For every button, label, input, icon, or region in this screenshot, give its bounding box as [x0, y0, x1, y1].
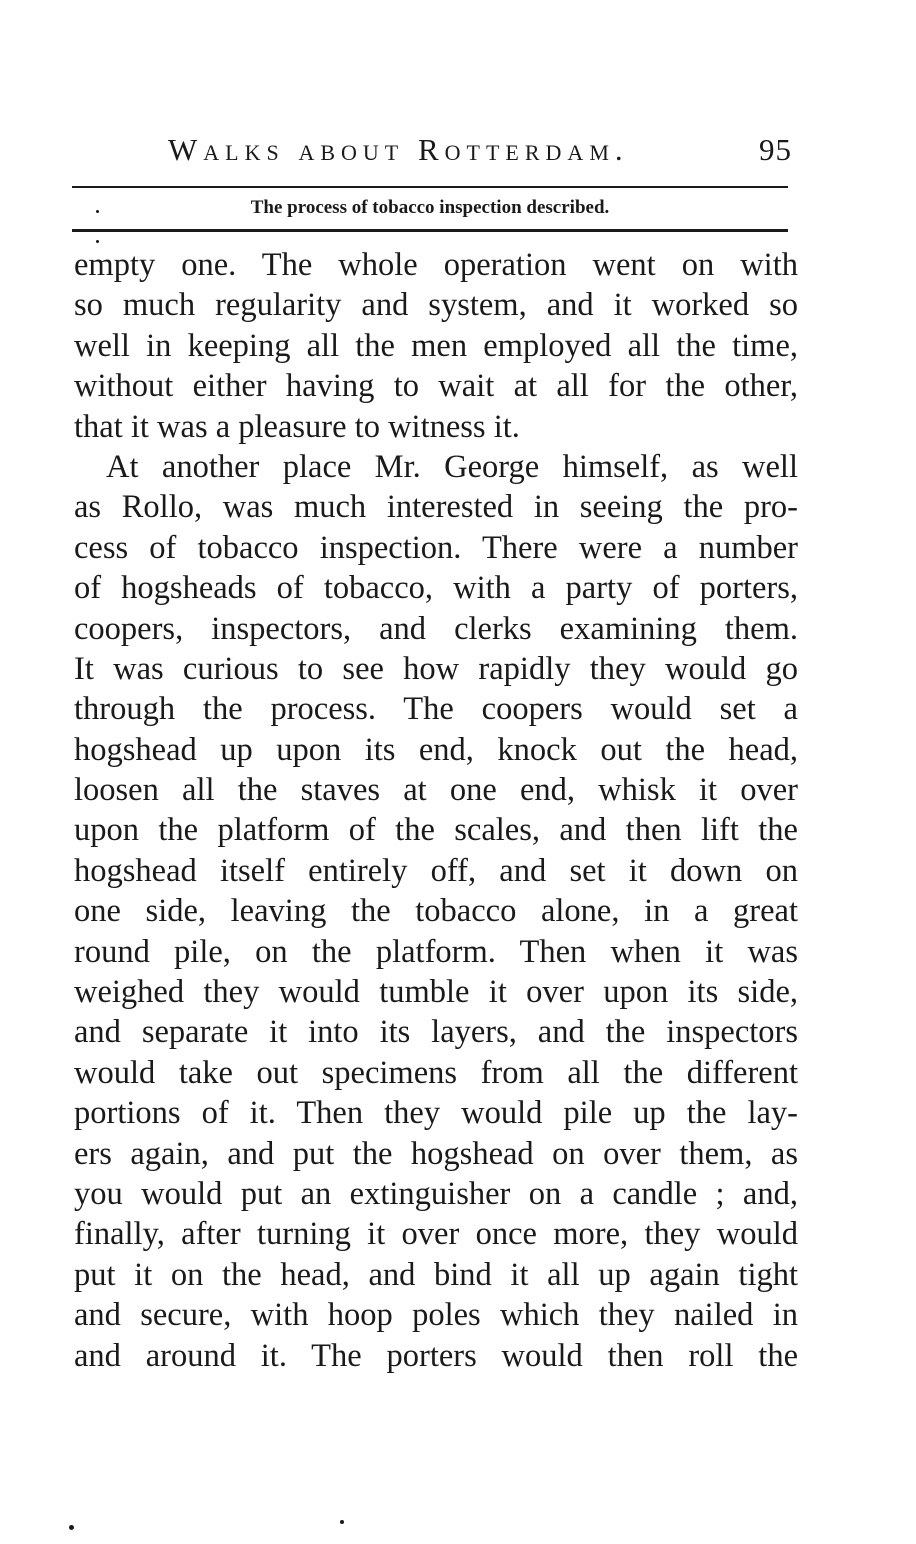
text-line: hogshead itself entirely off, and set it down on — [74, 852, 798, 889]
text-line: ers again, and put the hogshead on over them, as — [74, 1135, 798, 1172]
running-head — [160, 128, 800, 172]
text-line: well in keeping all the men employed all the time, — [74, 327, 798, 364]
text-line: At another place Mr. George himself, as well — [106, 448, 798, 485]
text-line: finally, after turning it over once more, they would — [74, 1216, 798, 1253]
text-line: put it on the head, and bind it all up again tight — [74, 1256, 798, 1293]
text-line: empty one. The whole operation went on with — [74, 247, 798, 283]
text-line: hogshead up upon its end, knock out the head, — [74, 731, 798, 768]
text-line: coopers, inspectors, and clerks examining them. — [74, 610, 798, 647]
text-line: cess of tobacco inspection. There were a number — [74, 529, 798, 566]
text-line: of hogsheads of tobacco, with a party of porters, — [74, 570, 798, 607]
running-title: Walks about Rotterdam. — [168, 132, 629, 167]
text-line: so much regularity and system, and it worked so — [74, 287, 798, 324]
text-line: as Rollo, was much interested in seeing the pro- — [74, 489, 798, 526]
text-line: that it was a pleasure to witness it. — [74, 408, 520, 445]
text-line: without either having to wait at all for the other, — [74, 368, 798, 405]
print-speck — [69, 1525, 74, 1530]
page-number: 95 — [759, 132, 792, 167]
header-rule-top — [72, 186, 788, 188]
text-line: weighed they would tumble it over upon its side, — [74, 974, 798, 1011]
print-speck — [96, 240, 99, 243]
text-line: and secure, with hoop poles which they nailed in — [74, 1297, 798, 1334]
text-line: would take out specimens from all the different — [74, 1054, 798, 1091]
text-line: It was curious to see how rapidly they would go — [74, 650, 798, 687]
text-line: round pile, on the platform. Then when it was — [74, 933, 798, 970]
text-line: loosen all the staves at one end, whisk it over — [74, 772, 798, 809]
print-speck — [96, 210, 99, 213]
header-rule-bottom — [72, 229, 788, 232]
text-line: portions of it. Then they would pile up the lay- — [74, 1095, 798, 1132]
text-line: one side, leaving the tobacco alone, in a great — [74, 893, 798, 930]
text-line: upon the platform of the scales, and then lift the — [74, 812, 798, 849]
print-speck — [340, 1520, 344, 1524]
section-subheading: The process of tobacco inspection described. — [250, 197, 610, 218]
text-line: you would put an extinguisher on a candle ; and, — [74, 1175, 798, 1212]
text-line: and separate it into its layers, and the inspectors — [74, 1014, 798, 1051]
text-line: through the process. The coopers would set a — [74, 691, 798, 728]
text-line: and around it. The porters would then roll the — [74, 1337, 798, 1374]
body-text — [74, 245, 798, 1376]
